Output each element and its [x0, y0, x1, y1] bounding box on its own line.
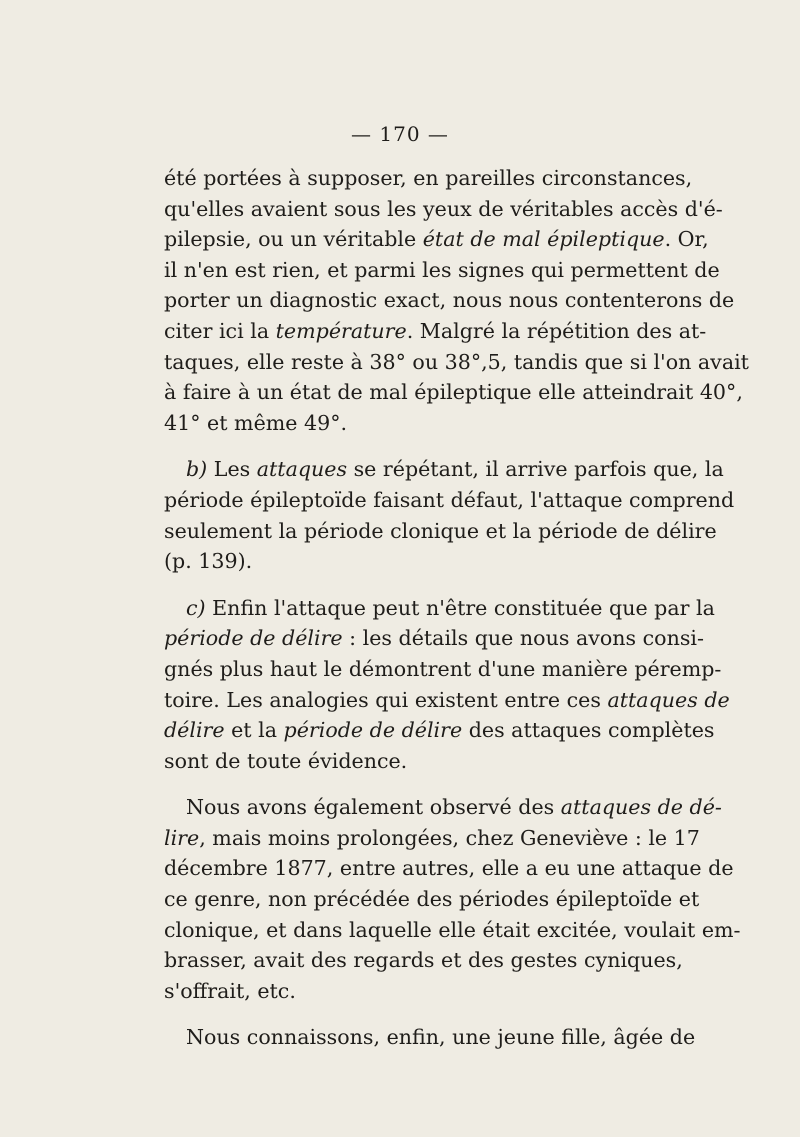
text-run: il n'en est rien, et parmi les signes qui permettent de [164, 257, 720, 282]
text-line [164, 685, 730, 716]
italic-run: délire [164, 718, 225, 743]
body-text [164, 163, 749, 1053]
text-line [164, 792, 722, 823]
text-run: décembre 1877, entre autres, elle a eu une attaque de [164, 856, 734, 881]
text-run: , mais moins prolongées, chez Geneviève : le 17 [199, 825, 700, 850]
text-run: gnés plus haut le démontrent d'une manière péremp- [164, 656, 722, 681]
text-run: et la [224, 718, 284, 743]
italic-run: lire [164, 825, 200, 850]
text-line [164, 163, 693, 194]
italic-run: b) [186, 457, 208, 482]
text-run: clonique, et dans laquelle elle était excitée, voulait em- [164, 917, 741, 942]
text-run: 41° et même 49°. [164, 410, 348, 435]
text-line [164, 408, 634, 439]
text-line [164, 1022, 696, 1053]
text-run: (p. 139). [164, 549, 253, 574]
text-run: qu'elles avaient sous les yeux de véritables accès d'é- [164, 196, 723, 221]
text-run: . Or, [664, 227, 709, 252]
text-run: taques, elle reste à 38° ou 38°,5, tandis que si l'on avait [164, 349, 749, 374]
text-line [164, 823, 700, 854]
text-line [164, 454, 724, 485]
text-run: Nous connaissons, enfin, une jeune fille, âgée de [186, 1025, 696, 1050]
text-line [164, 746, 634, 777]
text-line [164, 255, 720, 286]
paragraph [164, 1022, 696, 1053]
italic-run: état de mal épileptique [422, 227, 665, 252]
text-run: s'offrait, etc. [164, 978, 296, 1003]
paragraph [164, 454, 735, 576]
text-run: Enfin l'attaque peut n'être constituée que par la [205, 595, 715, 620]
text-run: citer ici la [164, 318, 276, 343]
text-line [164, 377, 743, 408]
italic-run: c) [186, 595, 206, 620]
text-run: période épileptoïde faisant défaut, l'attaque comprend [164, 487, 735, 512]
paragraph [164, 593, 730, 777]
italic-run: période de délire [164, 626, 343, 651]
text-run: brasser, avait des regards et des gestes cyniques, [164, 948, 683, 973]
text-line [164, 285, 735, 316]
text-run: ce genre, non précédée des périodes épileptoïde et [164, 887, 700, 912]
italic-run: période de délire [283, 718, 463, 743]
text-run: pilepsie, ou un véritable [164, 227, 423, 252]
paragraph [164, 792, 741, 1006]
text-line [164, 316, 707, 347]
paragraph [164, 163, 749, 438]
text-line [164, 593, 715, 624]
text-line [164, 516, 717, 547]
text-run: se répétant, il arrive parfois que, la [347, 457, 724, 482]
text-run: à faire à un état de mal épileptique elle atteindrait 40°, [164, 380, 743, 405]
text-line [164, 715, 715, 746]
text-line [164, 884, 700, 915]
text-run: . Malgré la répétition des at- [406, 318, 707, 343]
text-run: Nous avons également observé des [186, 795, 561, 820]
text-line [164, 976, 634, 1007]
text-line [164, 623, 704, 654]
text-line [164, 347, 749, 378]
text-run: seulement la période clonique et la période de délire [164, 518, 717, 543]
text-line [164, 546, 634, 577]
text-run: : les détails que nous avons consi- [342, 626, 704, 651]
italic-run: température [275, 318, 407, 343]
text-line [164, 853, 734, 884]
text-line [164, 654, 722, 685]
page-number: — 170 — [351, 122, 449, 146]
text-run: des attaques complètes [462, 718, 715, 743]
text-run: sont de toute évidence. [164, 748, 408, 773]
text-line [164, 485, 735, 516]
italic-run: attaques de [607, 687, 730, 712]
text-line [164, 945, 683, 976]
text-run: porter un diagnostic exact, nous nous contenterons de [164, 288, 735, 313]
text-run: toire. Les analogies qui existent entre ces [164, 687, 608, 712]
text-line [164, 915, 741, 946]
text-line [164, 224, 709, 255]
text-run: été portées à supposer, en pareilles circonstances, [164, 166, 693, 190]
italic-run: attaques de dé- [560, 795, 722, 820]
italic-run: attaques [256, 457, 348, 482]
text-line [164, 194, 723, 225]
text-run: Les [207, 457, 257, 482]
